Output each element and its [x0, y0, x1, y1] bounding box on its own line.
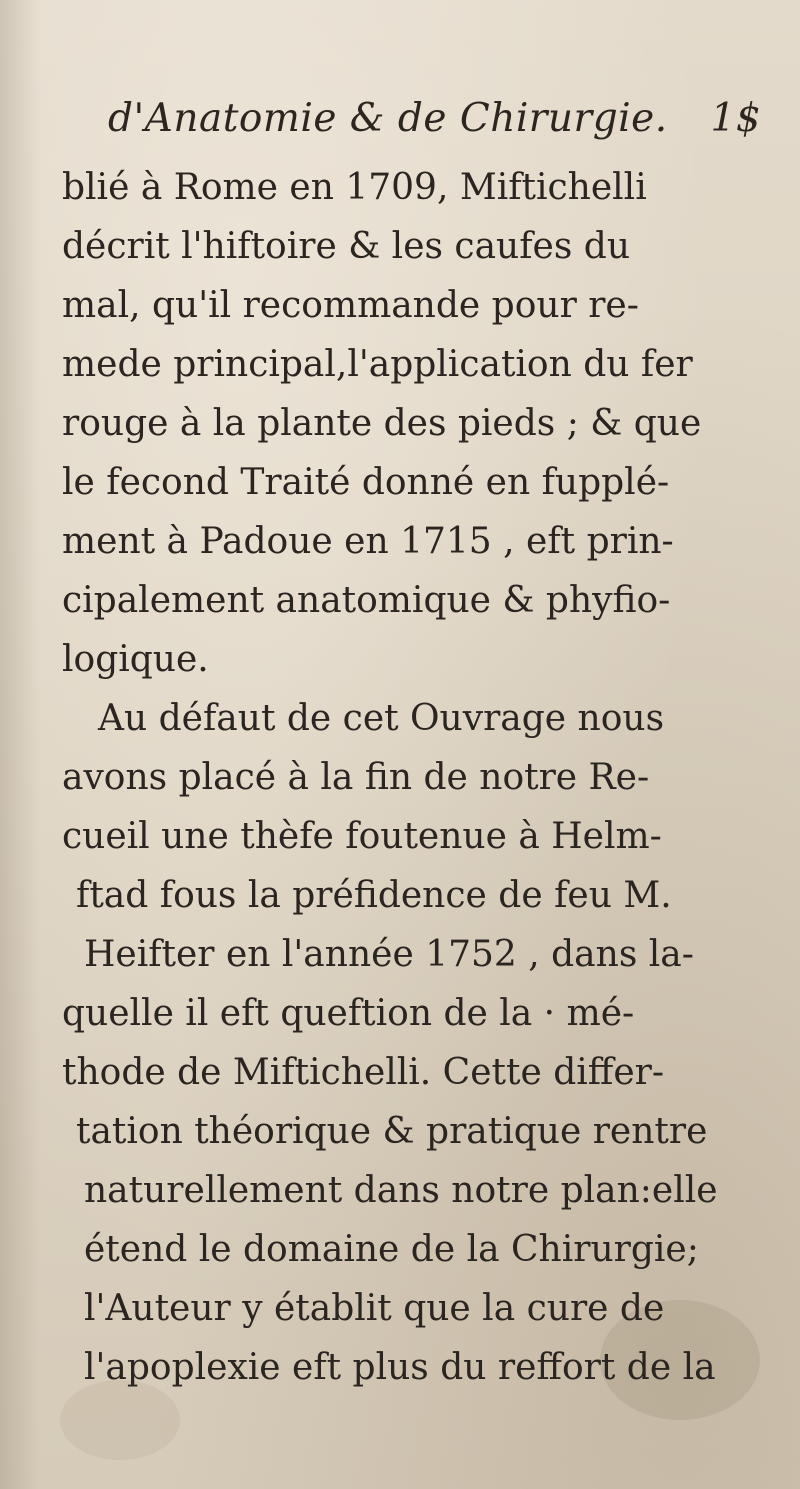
text-line: thode de Miftichelli. Cette differ- [62, 1052, 665, 1093]
text-line: logique. [62, 639, 209, 680]
text-line: rouge à la plante des pieds ; & que [62, 403, 702, 444]
text-line: étend le domaine de la Chirurgie; [84, 1229, 699, 1270]
text-line: mede principal,l'application du fer [62, 344, 693, 385]
text-line: cueil une thèfe foutenue à Helm- [62, 816, 662, 857]
text-line: l'apoplexie eft plus du reffort de la [84, 1347, 716, 1388]
text-line: avons placé à la fin de notre Re- [62, 757, 650, 798]
paragraph-start-line: Au défaut de cet Ouvrage nous [98, 698, 665, 739]
text-line: naturellement dans notre plan:elle [84, 1170, 718, 1211]
text-line: ment à Padoue en 1715 , eft prin- [62, 521, 674, 562]
text-line: le fecond Traité donné en fupplé- [62, 462, 670, 503]
text-line: ftad fous la préfidence de feu M. [76, 875, 672, 916]
text-line: quelle il eft queftion de la · mé- [62, 993, 635, 1034]
text-line: Heifter en l'année 1752 , dans la- [84, 934, 694, 975]
text-line: mal, qu'il recommande pour re- [62, 285, 639, 326]
text-line: l'Auteur y établit que la cure de [84, 1288, 665, 1329]
running-title: d'Anatomie & de Chirurgie. [108, 96, 668, 141]
page-gutter-shadow [0, 0, 40, 1489]
text-line: tation théorique & pratique rentre [76, 1111, 708, 1152]
body-text [62, 158, 742, 1397]
page-number: 1$ [710, 96, 762, 141]
running-header [108, 96, 762, 156]
text-line: décrit l'hiftoire & les caufes du [62, 226, 631, 267]
text-line: blié à Rome en 1709, Miftichelli [62, 167, 647, 208]
text-line: cipalement anatomique & phyfio- [62, 580, 671, 621]
